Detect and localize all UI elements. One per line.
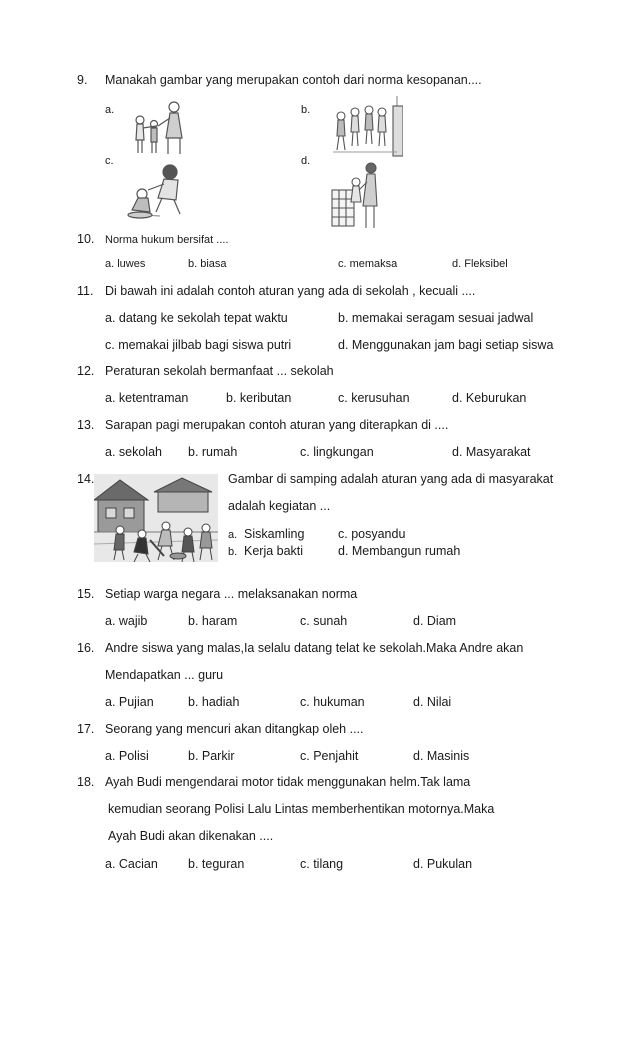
q9-option-c-label: c.	[105, 155, 114, 167]
q14-option-a-letter: a.	[228, 529, 238, 541]
q17-option-a: a. Polisi	[105, 749, 149, 763]
q18-text-line-3: Ayah Budi akan dikenakan ....	[108, 829, 274, 843]
q13-option-d: d. Masyarakat	[452, 445, 531, 459]
q9-picture-c	[126, 160, 188, 220]
q10-option-b: b. biasa	[188, 258, 227, 270]
q18-number: 18.	[77, 775, 95, 789]
q16-option-b: b. hadiah	[188, 695, 240, 709]
q9-option-a-label: a.	[105, 104, 115, 116]
q16-option-a: a. Pujian	[105, 695, 154, 709]
q16-option-c: c. hukuman	[300, 695, 365, 709]
q16-text-line-2: Mendapatkan ... guru	[105, 668, 224, 682]
q9-option-d-label: d.	[301, 155, 311, 167]
q14-option-b-letter: b.	[228, 546, 238, 558]
q12-option-c: c. kerusuhan	[338, 391, 410, 405]
q10-option-d: d. Fleksibel	[452, 258, 508, 270]
q16-text-line-1: Andre siswa yang malas,Ia selalu datang telat ke sekolah.Maka Andre akan	[105, 641, 524, 655]
q9-text: Manakah gambar yang merupakan contoh dari norma kesopanan....	[105, 73, 482, 87]
q13-number: 13.	[77, 418, 95, 432]
q11-option-a: a. datang ke sekolah tepat waktu	[105, 311, 288, 325]
q12-text: Peraturan sekolah bermanfaat ... sekolah	[105, 364, 334, 378]
q13-text: Sarapan pagi merupakan contoh aturan yang diterapkan di ....	[105, 418, 449, 432]
q10-option-a: a. luwes	[105, 258, 146, 270]
q11-text: Di bawah ini adalah contoh aturan yang ada di sekolah , kecuali ....	[105, 284, 476, 298]
q17-option-d: d. Masinis	[413, 749, 470, 763]
q18-text-line-1: Ayah Budi mengendarai motor tidak menggunakan helm.Tak lama	[105, 775, 471, 789]
q15-number: 15.	[77, 587, 95, 601]
q15-text: Setiap warga negara ... melaksanakan norma	[105, 587, 358, 601]
q9-picture-a	[118, 98, 193, 158]
q14-option-b: Kerja bakti	[244, 544, 304, 558]
q14-option-c: c. posyandu	[338, 527, 406, 541]
q12-option-d: d. Keburukan	[452, 391, 527, 405]
q11-option-d: d. Menggunakan jam bagi setiap siswa	[338, 338, 554, 352]
q18-option-a: a. Cacian	[105, 857, 158, 871]
q14-option-d: d. Membangun rumah	[338, 544, 461, 558]
q15-option-a: a. wajib	[105, 614, 148, 628]
q10-text: Norma hukum bersifat ....	[105, 234, 229, 246]
q15-option-d: d. Diam	[413, 614, 457, 628]
q12-option-b: b. keributan	[226, 391, 292, 405]
q17-number: 17.	[77, 722, 95, 736]
q16-option-d: d. Nilai	[413, 695, 452, 709]
q17-option-b: b. Parkir	[188, 749, 235, 763]
q14-picture-community-work	[94, 474, 218, 562]
q9-number: 9.	[77, 73, 88, 87]
q12-option-a: a. ketentraman	[105, 391, 189, 405]
q18-option-b: b. teguran	[188, 857, 245, 871]
q11-option-b: b. memakai seragam sesuai jadwal	[338, 311, 534, 325]
q18-option-d: d. Pukulan	[413, 857, 473, 871]
q18-text-line-2: kemudian seorang Polisi Lalu Lintas memberhentikan motornya.Maka	[108, 802, 495, 816]
q16-number: 16.	[77, 641, 95, 655]
q14-option-a: Siskamling	[244, 527, 305, 541]
q15-option-b: b. haram	[188, 614, 238, 628]
q13-option-a: a. sekolah	[105, 445, 162, 459]
q12-number: 12.	[77, 364, 95, 378]
q9-option-b-label: b.	[301, 104, 311, 116]
q10-number: 10.	[77, 232, 95, 246]
q18-option-c: c. tilang	[300, 857, 344, 871]
q13-option-b: b. rumah	[188, 445, 238, 459]
q11-number: 11.	[77, 284, 94, 298]
q14-text-line-2: adalah kegiatan ...	[228, 499, 331, 513]
q17-option-c: c. Penjahit	[300, 749, 359, 763]
q14-number: 14.	[77, 472, 95, 486]
q10-option-c: c. memaksa	[338, 258, 398, 270]
q14-text-line-1: Gambar di samping adalah aturan yang ada di masyarakat	[228, 472, 554, 486]
q11-option-c: c. memakai jilbab bagi siswa putri	[105, 338, 292, 352]
q15-option-c: c. sunah	[300, 614, 348, 628]
q17-text: Seorang yang mencuri akan ditangkap oleh ....	[105, 722, 364, 736]
q9-picture-b	[331, 96, 403, 158]
q9-picture-d	[331, 160, 381, 232]
q13-option-c: c. lingkungan	[300, 445, 374, 459]
